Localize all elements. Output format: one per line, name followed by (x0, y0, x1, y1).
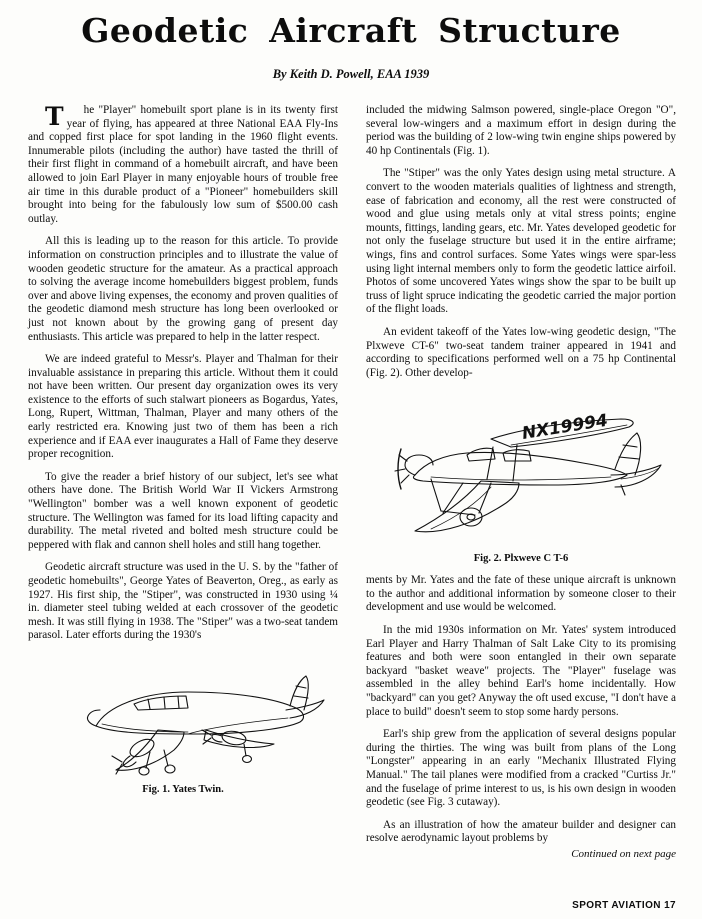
registration-text: NX19994 (520, 410, 610, 445)
paragraph: All this is leading up to the reason for this article. To provide information on construction principles and to illustrate the value of wooden geodetic structure for the amateur. As a practical approach to solving the average income homebuilders biggest problem, funds over and above living expenses, the economy and proven qualities of the geodetic diamond mesh structure has long been overlooked or just not known about by the growing gang of present day enthusiasts. This article was prepared to help in the latter respect. (28, 235, 338, 343)
paragraph (28, 104, 338, 226)
drop-cap: T (45, 102, 64, 131)
paragraph: Geodetic aircraft structure was used in the U. S. by the "father of geodetic homebuilts", George Yates of Beaverton, Oreg., as early as 1927. His first ship, the "Stiper", was constructed in 1930 using ¼ in. diameter steel tubing welded at each crossover of the geodetic mesh. It was still flying in 1938. The "Stiper" was a two-seat tandem parasol. Later efforts during the 1930's (28, 561, 338, 642)
figure-2 (366, 389, 676, 564)
right-column (366, 104, 676, 860)
airplane-line-drawing-tandem-trainer-icon (371, 389, 671, 549)
paragraph: We are indeed grateful to Messr's. Player and Thalman for their invaluable assistance in preparing this article. Without them it could not have been written. Our present day organization owes its very existence to the efforts of such stalwart pioneers as Bogardus, Yates, Long, Rupert, Wittman, Thalman, Player and many others of the early restricted era. Knowing just two of them has been a rich experience and if EAA ever inaugurates a Hall of Fame they deserve proper recognition. (28, 353, 338, 461)
paragraph: ments by Mr. Yates and the fate of these unique aircraft is unknown to the author and additional information by someone closer to their development and use would be welcomed. (366, 574, 676, 614)
paragraph-text: he "Player" homebuilt sport plane is in its twenty first year of flying, has appeared at three National EAA Fly-Ins and copped first place for spot landing in the 1960 flight events. Innumerable pilots (including the author) have tasted the thrill of their first flight in command of a homebuilt aircraft, and have been allowed to join Earl Player in many enjoyable hours of trouble free air time in this durable product of a "Pioneer" homebuilders skill brought into being for the fabulously low sum of $500.00 cash outlay. (28, 104, 338, 225)
continued-note: Continued on next page (571, 847, 676, 860)
byline: By Keith D. Powell, EAA 1939 (272, 66, 430, 81)
paragraph: In the mid 1930s information on Mr. Yates' system introduced Earl Player and Harry Thalman of Salt Lake City to its promising features and both were soon entangled in their own separate backyard "basket weave" projects. The "Player" fuselage was assembled in the alley behind Earl's home incidentally. How "backyard" can you get? Anyway the oft used excuse, "I don't have a place to build" doesn't seem to stop some hardy persons. (366, 624, 676, 718)
figure-caption: Fig. 1. Yates Twin. (142, 783, 224, 795)
paragraph: An evident takeoff of the Yates low-wing geodetic design, "The Plxweve CT-6" two-seat tandem trainer appeared in 1941 and according to specifications performed well on a 75 hp Continental (Fig. 2). Other develop- (366, 325, 676, 379)
figure-1 (28, 652, 338, 795)
paragraph: included the midwing Salmson powered, single-place Oregon "O", several low-wingers and a maximum effort in design during the period was the building of 2 low-wing twin engine ships powered by 40 hp Continentals (Fig. 1). (366, 104, 676, 157)
left-column (28, 104, 338, 860)
paragraph: To give the reader a brief history of our subject, let's see what others have done. The British World War II Vickers Armstrong "Wellington" bomber was a well known exponent of geodetic structure. The Wellington was famed for its load lifting capacity and durability. The metal riveted and bolted mesh structure could be peppered with flak and cannon shell holes and still hang together. (28, 470, 338, 551)
figure-caption: Fig. 2. Plxweve C T-6 (473, 553, 569, 565)
two-column-body (28, 104, 676, 860)
paragraph: As an illustration of how the amateur builder and designer can resolve aerodynamic layout problems by (366, 818, 676, 845)
airplane-line-drawing-twin-engine-icon (38, 652, 328, 780)
paragraph: Earl's ship grew from the application of several designs popular during the thirties. The wing was built from plans of the Long "Longster" appearing in an early "Mechanix Illustrated Flying Manual." The tail planes were modified from a cracked "Curtiss Jr." and the fuselage of prime interest to us, is his own design in wooden geodetic (see Fig. 3 cutaway). (366, 728, 676, 809)
page-footer: SPORT AVIATION 17 (572, 900, 676, 911)
paragraph: The "Stiper" was the only Yates design using metal structure. A convert to the wooden materials qualities of lightness and strength, ease of fabrication and economy, all the rest were constructed of wood and glue using metals only at vital stress points; engine mounts, fittings, landing gears, etc. Mr. Yates developed geodetic for not only the fuselage structure but used it in the entire airframe; wings, fins and control surfaces. Some Yates wings were spar-less using light internal members only to form the geodetic lattice airfoil. Photos of some uncovered Yates wings show the spar to be built up truss of light spruce indicating the geodetic carried the major portion of the flight loads. (366, 167, 676, 316)
page-title: Geodetic Aircraft Structure (81, 11, 621, 50)
